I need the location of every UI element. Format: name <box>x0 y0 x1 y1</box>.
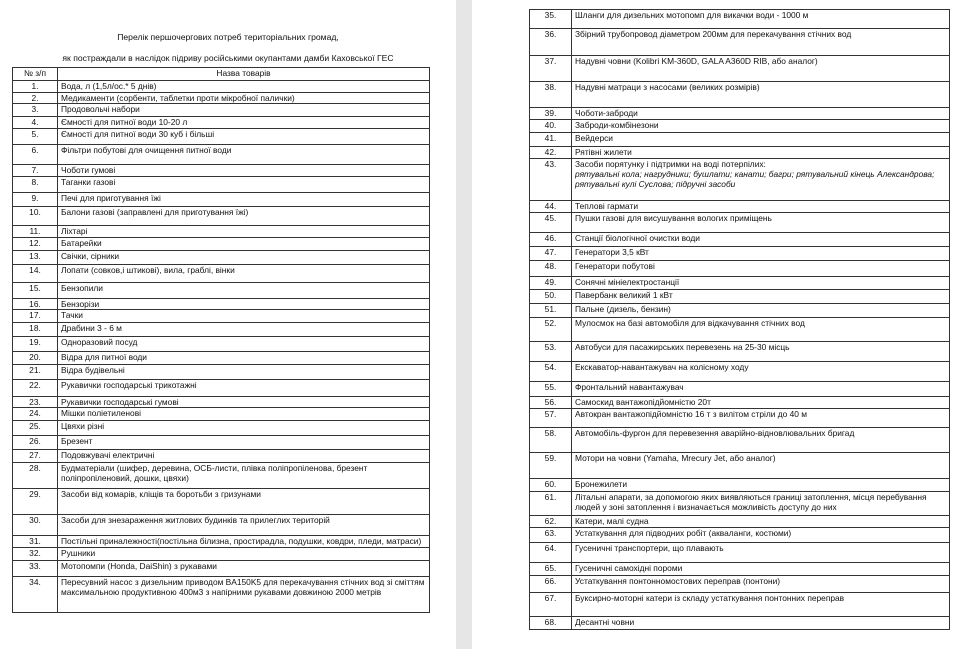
row-number: 38. <box>530 82 572 108</box>
row-item-name: Буксирно-моторні катери із складу устаткування понтонних переправ <box>572 593 950 617</box>
row-number: 25. <box>13 421 58 436</box>
row-item-name: Теплові гармати <box>572 201 950 213</box>
table-row <box>13 536 430 548</box>
table-row <box>13 265 430 283</box>
row-item-name: Продовольчі набори <box>58 104 430 117</box>
table-row <box>13 515 430 536</box>
table-row <box>530 516 950 528</box>
table-row <box>530 617 950 630</box>
row-number: 32. <box>13 548 58 561</box>
row-number: 24. <box>13 408 58 421</box>
row-number: 42. <box>530 147 572 159</box>
table-row <box>13 489 430 515</box>
row-item-name: Генератори побутові <box>572 261 950 277</box>
row-number: 43. <box>530 159 572 201</box>
table-row <box>13 463 430 489</box>
row-number: 65. <box>530 563 572 576</box>
row-number: 7. <box>13 165 58 177</box>
row-number: 54. <box>530 362 572 382</box>
row-item-name: Драбини 3 - 6 м <box>58 323 430 337</box>
row-number: 1. <box>13 81 58 93</box>
table-row <box>530 492 950 516</box>
table-row <box>13 436 430 450</box>
table-row <box>530 261 950 277</box>
row-item-name: Фільтри побутові для очищення питної води <box>58 145 430 165</box>
row-number: 59. <box>530 453 572 479</box>
table-row <box>530 82 950 108</box>
table-row <box>530 362 950 382</box>
row-number: 21. <box>13 365 58 380</box>
table-row <box>530 201 950 213</box>
row-number: 34. <box>13 577 58 613</box>
row-number: 8. <box>13 177 58 193</box>
table-row <box>13 421 430 436</box>
row-item-name: Вейдерси <box>572 133 950 147</box>
table-row <box>13 93 430 104</box>
needs-table-right <box>529 9 950 630</box>
row-item-name: Катери, малі судна <box>572 516 950 528</box>
table-row <box>530 342 950 362</box>
needs-table-left <box>12 67 430 613</box>
table-row <box>13 548 430 561</box>
table-row <box>13 352 430 365</box>
row-item-name: Генератори 3,5 кВт <box>572 247 950 261</box>
row-number: 56. <box>530 397 572 409</box>
row-item-name: Бензорізи <box>58 299 430 310</box>
table-row <box>530 409 950 428</box>
row-number: 31. <box>13 536 58 548</box>
row-number: 18. <box>13 323 58 337</box>
table-row <box>13 577 430 613</box>
row-item-name: Пушки газові для висушування вологих приміщень <box>572 213 950 233</box>
table-row <box>530 108 950 120</box>
row-number: 22. <box>13 380 58 397</box>
row-item-name: Чоботи-заброди <box>572 108 950 120</box>
table-row <box>13 104 430 117</box>
table-row <box>530 563 950 576</box>
row-item-name: Ємності для питної води 10-20 л <box>58 117 430 129</box>
table-row <box>530 29 950 56</box>
row-item-name-line: Засоби порятунку і підтримки на воді потерпілих: <box>575 159 766 169</box>
table-body-left <box>13 81 430 613</box>
row-number: 41. <box>530 133 572 147</box>
row-item-name: Десантні човни <box>572 617 950 630</box>
row-item-name: Сонячні мініелектростанції <box>572 277 950 290</box>
row-number: 19. <box>13 337 58 352</box>
row-item-name: Чоботи гумові <box>58 165 430 177</box>
table-row <box>530 318 950 342</box>
row-item-name: Засоби для знезараження житлових будинків та прилеглих територій <box>58 515 430 536</box>
row-number: 14. <box>13 265 58 283</box>
table-row <box>530 479 950 492</box>
row-item-name: Батарейки <box>58 238 430 251</box>
row-item-name: Екскаватор-навантажувач на колісному ходу <box>572 362 950 382</box>
table-row <box>13 129 430 145</box>
table-row <box>13 450 430 463</box>
row-number: 61. <box>530 492 572 516</box>
table-row <box>13 561 430 577</box>
row-item-name: Пересувний насос з дизельним приводом BA150K5 для перекачування стічних вод зі сміттям максимальною продуктивною 400м3 з напірними рукавами довжиною 2000 метрів <box>58 577 430 613</box>
table-header-row <box>13 68 430 81</box>
row-item-name: Мотори на човни (Yamaha, Mrecury Jet, або аналог) <box>572 453 950 479</box>
table-row <box>530 576 950 593</box>
row-item-name: Надувні човни (Kolibri KM-360D, GALA A360D RIB, або аналог) <box>572 56 950 82</box>
table-row <box>530 233 950 247</box>
row-number: 50. <box>530 290 572 304</box>
table-row <box>530 133 950 147</box>
row-number: 23. <box>13 397 58 408</box>
row-item-name: Мулосмок на базі автомобіля для відкачування стічних вод <box>572 318 950 342</box>
table-row <box>530 213 950 233</box>
row-number: 44. <box>530 201 572 213</box>
row-number: 39. <box>530 108 572 120</box>
table-row <box>13 81 430 93</box>
row-number: 30. <box>13 515 58 536</box>
row-number: 46. <box>530 233 572 247</box>
row-number: 17. <box>13 310 58 323</box>
table-row <box>13 323 430 337</box>
table-row <box>530 528 950 543</box>
table-row <box>13 207 430 226</box>
row-item-name: Автомобіль-фургон для перевезення аварійно-відновлювальних бригад <box>572 428 950 453</box>
table-row <box>13 299 430 310</box>
row-number: 5. <box>13 129 58 145</box>
table-body-right <box>530 10 950 630</box>
row-number: 15. <box>13 283 58 299</box>
table-row <box>13 238 430 251</box>
table-row <box>13 226 430 238</box>
row-item-name: Ємності для питної води 30 куб і більші <box>58 129 430 145</box>
row-item-name: Рушники <box>58 548 430 561</box>
row-item-name: Гусеничні самохідні пороми <box>572 563 950 576</box>
row-item-name: Бронежилети <box>572 479 950 492</box>
row-item-name: Надувні матраци з насосами (великих розмірів) <box>572 82 950 108</box>
row-number: 13. <box>13 251 58 265</box>
row-number: 62. <box>530 516 572 528</box>
table-row <box>13 365 430 380</box>
row-number: 16. <box>13 299 58 310</box>
row-item-name: Рукавички господарські трикотажні <box>58 380 430 397</box>
row-number: 28. <box>13 463 58 489</box>
row-item-name: Ліхтарі <box>58 226 430 238</box>
row-number: 36. <box>530 29 572 56</box>
table-row <box>13 310 430 323</box>
table-row <box>530 397 950 409</box>
row-item-name: Бензопили <box>58 283 430 299</box>
row-item-name: Фронтальний навантажувач <box>572 382 950 397</box>
row-number: 6. <box>13 145 58 165</box>
row-item-name: Цвяхи різні <box>58 421 430 436</box>
table-row <box>530 382 950 397</box>
row-number: 55. <box>530 382 572 397</box>
row-number: 52. <box>530 318 572 342</box>
table-row <box>13 337 430 352</box>
table-row <box>13 408 430 421</box>
row-item-name: Вода, л (1,5л/ос.* 5 днів) <box>58 81 430 93</box>
row-item-name: Свічки, сірники <box>58 251 430 265</box>
row-number: 20. <box>13 352 58 365</box>
row-number: 2. <box>13 93 58 104</box>
row-number: 53. <box>530 342 572 362</box>
table-row <box>13 283 430 299</box>
row-item-name: Медикаменти (сорбенти, таблетки проти мікробної палички) <box>58 93 430 104</box>
row-number: 51. <box>530 304 572 318</box>
row-item-name: Устаткування понтонномостових переправ (понтони) <box>572 576 950 593</box>
row-item-name: Мішки поліетиленові <box>58 408 430 421</box>
row-item-name: Станції біологічної очистки води <box>572 233 950 247</box>
table-row <box>530 120 950 133</box>
column-header-name: Назва товарів <box>58 68 430 81</box>
row-item-name: Гусеничні транспортери, що плавають <box>572 543 950 563</box>
table-row <box>530 147 950 159</box>
table-row <box>530 543 950 563</box>
row-number: 27. <box>13 450 58 463</box>
row-item-name: Пальне (дизель, бензин) <box>572 304 950 318</box>
row-number: 12. <box>13 238 58 251</box>
table-row <box>530 277 950 290</box>
row-item-name: Самоскид вантажопідйомністю 20т <box>572 397 950 409</box>
row-number: 64. <box>530 543 572 563</box>
table-row <box>13 165 430 177</box>
row-item-name: Збірний трубопровод діаметром 200мм для перекачування стічних вод <box>572 29 950 56</box>
row-item-name: Автокран вантажопідйомністю 16 т з вилітом стріли до 40 м <box>572 409 950 428</box>
table-row <box>530 304 950 318</box>
row-number: 63. <box>530 528 572 543</box>
row-item-name: Печі для приготування їжі <box>58 193 430 207</box>
row-number: 58. <box>530 428 572 453</box>
row-item-name: Відра будівельні <box>58 365 430 380</box>
row-number: 35. <box>530 10 572 29</box>
row-number: 60. <box>530 479 572 492</box>
row-item-name: Літальні апарати, за допомогою яких виявляються границі затоплення, місця перебування людей у зоні затоплення і визначається можливість доступу до них <box>572 492 950 516</box>
row-item-name: Заброди-комбінезони <box>572 120 950 133</box>
row-item-name: Павербанк великий 1 кВт <box>572 290 950 304</box>
row-number: 47. <box>530 247 572 261</box>
table-row <box>13 251 430 265</box>
row-number: 29. <box>13 489 58 515</box>
row-item-name: Балони газові (заправлені для приготування їжі) <box>58 207 430 226</box>
document-title-line-1: Перелік першочергових потреб територіальних громад, <box>117 32 339 42</box>
row-number: 45. <box>530 213 572 233</box>
row-number: 26. <box>13 436 58 450</box>
table-row <box>530 428 950 453</box>
table-row <box>13 117 430 129</box>
table-row <box>13 380 430 397</box>
row-item-name: Лопати (совков,і штикові), вила, граблі, вінки <box>58 265 430 283</box>
row-number: 10. <box>13 207 58 226</box>
row-number: 33. <box>13 561 58 577</box>
row-item-name: Таганки газові <box>58 177 430 193</box>
row-number: 68. <box>530 617 572 630</box>
row-number: 49. <box>530 277 572 290</box>
row-item-name: Відра для питної води <box>58 352 430 365</box>
document-title-line-2: як постраждали в наслідок підриву російськими окупантами дамби Каховської ГЕС <box>62 53 394 63</box>
row-item-name: Тачки <box>58 310 430 323</box>
row-number: 3. <box>13 104 58 117</box>
row-item-name: Засоби від комарів, кліщів та боротьби з гризунами <box>58 489 430 515</box>
table-row <box>530 56 950 82</box>
row-number: 40. <box>530 120 572 133</box>
row-item-name: Подовжувачі електричні <box>58 450 430 463</box>
table-row <box>13 145 430 165</box>
row-item-name: Мотопомпи (Honda, DaiShin) з рукавами <box>58 561 430 577</box>
row-item-name: Брезент <box>58 436 430 450</box>
column-header-number: № з/п <box>13 68 58 81</box>
table-row <box>13 177 430 193</box>
table-row <box>530 453 950 479</box>
row-number: 9. <box>13 193 58 207</box>
row-item-name: Шланги для дизельних мотопомп для викачки води - 1000 м <box>572 10 950 29</box>
row-number: 67. <box>530 593 572 617</box>
row-item-name: Будматеріали (шифер, деревина, ОСБ-листи, плівка поліпропіленова, брезент поліпропіленовий, дошки, цвяхи) <box>58 463 430 489</box>
row-item-name: Автобуси для пасажирських перевезень на 25-30 місць <box>572 342 950 362</box>
row-number: 37. <box>530 56 572 82</box>
row-item-name: Рятівні жилети <box>572 147 950 159</box>
table-row <box>13 397 430 408</box>
table-row <box>530 593 950 617</box>
row-item-name: Постільні приналежності(постільна білизна, простирадла, подушки, ковдри, пледи, матраси) <box>58 536 430 548</box>
row-number: 57. <box>530 409 572 428</box>
row-item-name-detail: рятувальні кола; нагрудники; бушлати; канати; багри; рятувальний кінець Александрова; рятувальні кулі Суслова; підручні засоби <box>575 169 935 189</box>
row-item-name: Рукавички господарські гумові <box>58 397 430 408</box>
row-item-name <box>572 159 950 201</box>
table-row <box>13 193 430 207</box>
row-number: 11. <box>13 226 58 238</box>
table-row <box>530 10 950 29</box>
table-row <box>530 290 950 304</box>
row-item-name: Устаткування для підводних робіт (акваланги, костюми) <box>572 528 950 543</box>
row-number: 4. <box>13 117 58 129</box>
row-item-name: Одноразовий посуд <box>58 337 430 352</box>
table-row <box>530 159 950 201</box>
table-row <box>530 247 950 261</box>
row-number: 66. <box>530 576 572 593</box>
row-number: 48. <box>530 261 572 277</box>
